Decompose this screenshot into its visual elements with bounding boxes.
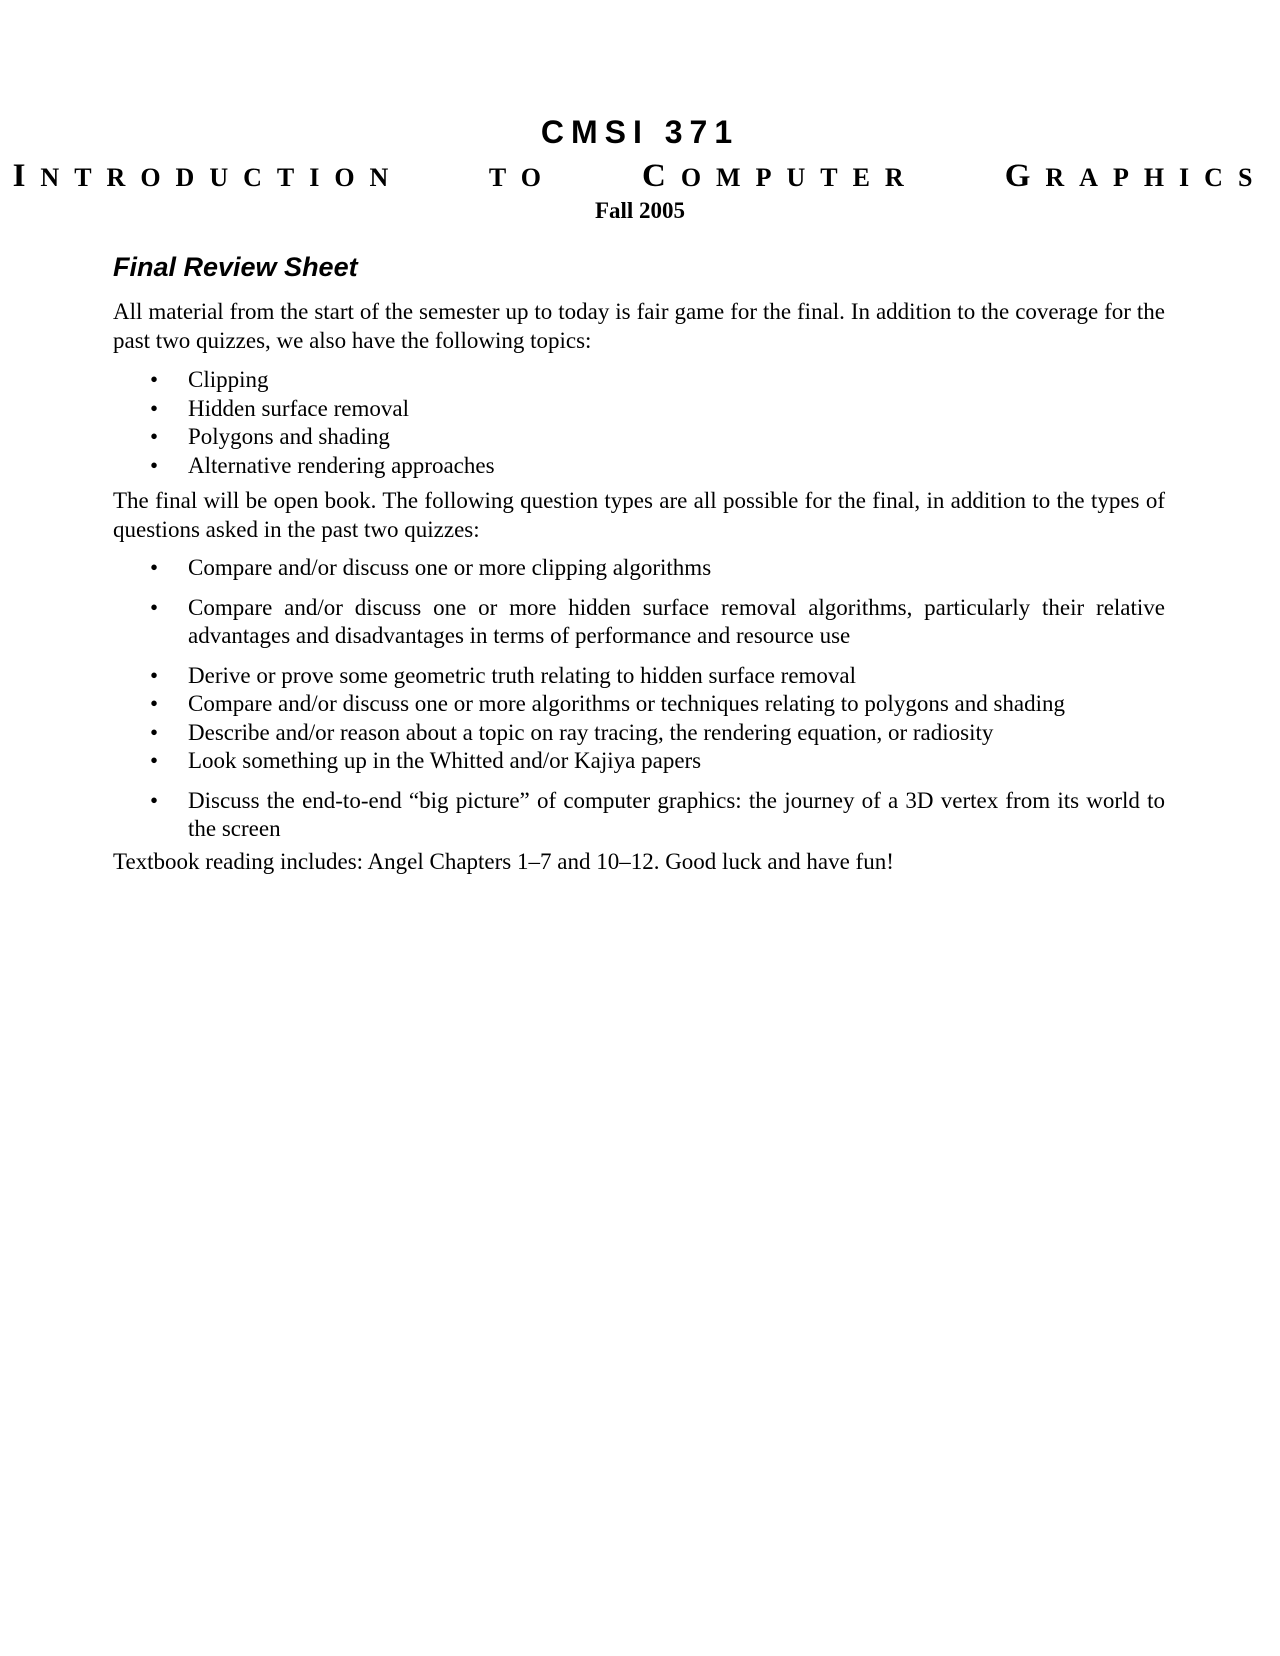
- list-item: • Look something up in the Whitted and/or Kajiya papers: [113, 747, 1165, 776]
- sheet-title: Final Review Sheet: [113, 252, 358, 282]
- closing-paragraph: Textbook reading includes: Angel Chapters 1–7 and 10–12. Good luck and have fun!: [113, 849, 894, 874]
- list-item: • Compare and/or discuss one or more algorithms or techniques relating to polygons and shading: [113, 690, 1165, 719]
- bullet-icon: •: [150, 662, 159, 688]
- intro-paragraph: All material from the start of the semester up to today is fair game for the final. In addition to the coverage for the past two quizzes, we also have the following topics:: [113, 299, 1165, 353]
- list-item: • Alternative rendering approaches: [113, 452, 1165, 481]
- course-title: [0, 158, 1280, 196]
- bullet-icon: •: [150, 367, 159, 392]
- course-title-word: COMPUTER: [641, 158, 919, 194]
- course-code: CMSI 371: [540, 114, 740, 150]
- list-item: • Compare and/or discuss one or more clipping algorithms: [113, 554, 1165, 583]
- course-title-word: TO: [488, 163, 556, 192]
- list-item: • Hidden surface removal: [113, 395, 1165, 424]
- list-item: • Clipping: [113, 366, 1165, 395]
- bullet-icon: •: [150, 787, 159, 813]
- list-item: • Discuss the end-to-end “big picture” of computer graphics: the journey of a 3D vertex from its world to the screen: [150, 787, 1165, 841]
- list-item: • Polygons and shading: [113, 423, 1165, 452]
- bullet-icon: •: [150, 555, 159, 580]
- course-title-word: GRAPHICS: [1004, 158, 1268, 194]
- list-item: • Describe and/or reason about a topic on ray tracing, the rendering equation, or radiosity: [113, 719, 1165, 748]
- bullet-icon: •: [150, 594, 159, 620]
- bullet-icon: •: [150, 424, 159, 449]
- bullet-icon: •: [150, 719, 159, 745]
- course-title-word: INTRODUCTION: [12, 158, 404, 194]
- bullet-icon: •: [150, 452, 159, 478]
- bullet-icon: •: [150, 691, 159, 716]
- format-paragraph: The final will be open book. The following question types are all possible for the final, in addition to the types of questions asked in the past two quizzes:: [113, 488, 1165, 542]
- term: Fall 2005: [594, 198, 686, 223]
- bullet-icon: •: [150, 395, 159, 421]
- topics-list: [113, 366, 1165, 480]
- list-item: • Compare and/or discuss one or more hidden surface removal algorithms, particularly their relative advantages and disadvantages in terms of performance and resource use: [150, 594, 1165, 648]
- question-types-list: [113, 554, 1165, 844]
- list-item: • Derive or prove some geometric truth relating to hidden surface removal: [113, 662, 1165, 691]
- bullet-icon: •: [150, 748, 159, 773]
